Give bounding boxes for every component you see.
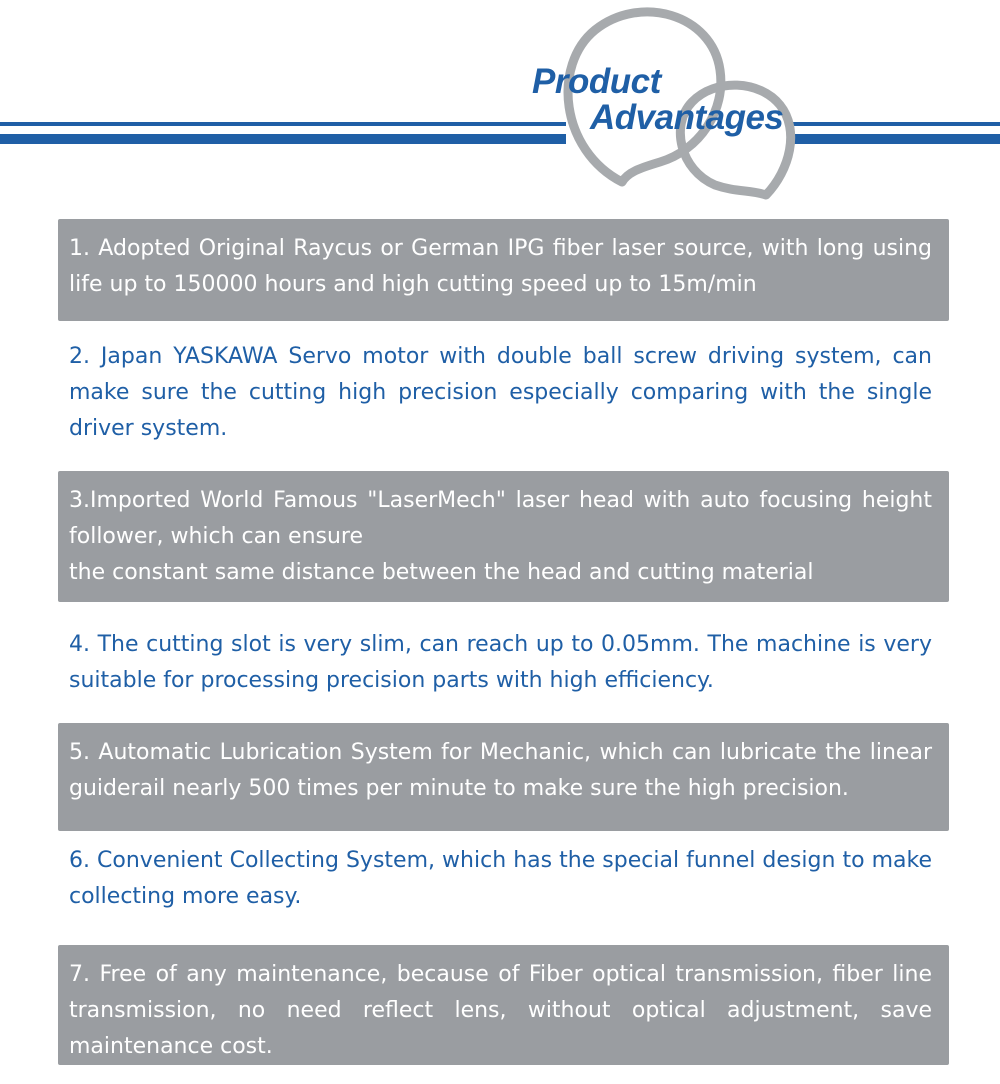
advantage-item-4 [58,615,949,715]
advantage-text: 5. Automatic Lubrication System for Mechanic, which can lubricate the linear guiderail nearly 500 times per minute to make sure the high precision. [69,740,932,801]
advantage-text: 3.Imported World Famous "LaserMech" laser head with auto focusing height follower, which can ensure [69,488,932,549]
advantage-text: 2. Japan YASKAWA Servo motor with double ball screw driving system, can make sure the cutting high precision especially comparing with the single driver system. [69,344,932,441]
advantage-item-6 [58,831,949,931]
rule-thin-left [0,122,566,126]
advantage-item-3 [58,471,949,602]
advantage-item-7 [58,945,949,1065]
advantage-text: 1. Adopted Original Raycus or German IPG fiber laser source, with long using life up to 150000 hours and high cutting speed up to 15m/min [69,236,932,297]
rule-thin-right [790,122,1000,126]
advantage-item-1 [58,219,949,321]
header-banner [0,0,1000,210]
advantage-text: 6. Convenient Collecting System, which has the special funnel design to make collecting more easy. [69,848,932,909]
speech-bubbles-graphic [0,0,1000,210]
rule-thick-right [790,134,1000,144]
rule-thick-left [0,134,566,144]
title-advantages: Advantages [590,98,784,137]
advantage-item-2 [58,327,949,457]
title-product: Product [532,62,661,101]
advantage-text: the constant same distance between the head and cutting material [69,560,814,585]
advantage-item-5 [58,723,949,831]
advantage-text: 7. Free of any maintenance, because of Fiber optical transmission, fiber line transmission, no need reflect lens, without optical adjustment, save maintenance cost. [69,962,932,1059]
advantage-text: 4. The cutting slot is very slim, can reach up to 0.05mm. The machine is very suitable for processing precision parts with high efficiency. [69,632,932,693]
